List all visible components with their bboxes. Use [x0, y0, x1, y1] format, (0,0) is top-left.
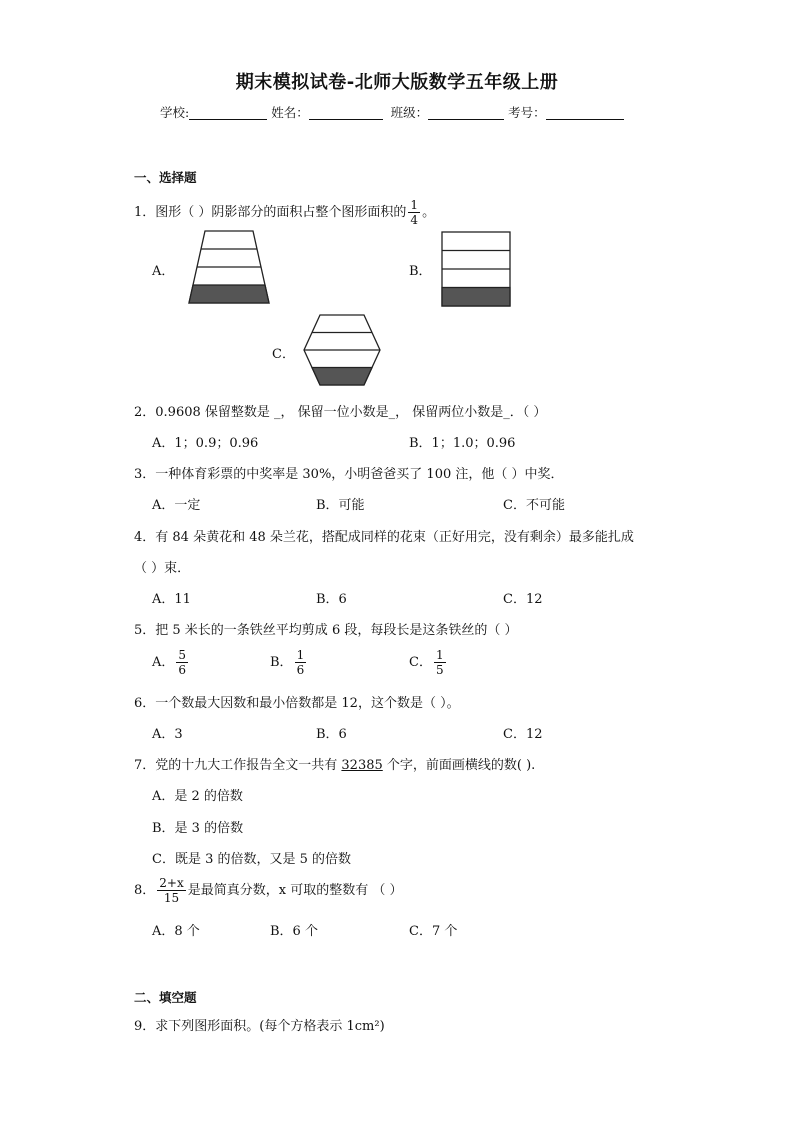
fraction [176, 648, 188, 677]
fraction-denominator: 5 [435, 663, 444, 677]
option-a[interactable]: A．3 [152, 727, 183, 742]
question-text: 7．党的十九大工作报告全文一共有 [134, 758, 342, 773]
option-label: B． [270, 655, 293, 670]
rectangle-figure [440, 230, 512, 308]
school-label: 学校: [160, 105, 190, 120]
underlined-number: 32385 [341, 758, 383, 773]
question-8 [134, 876, 402, 905]
fraction-numerator: 2+x [159, 876, 184, 890]
trapezoid-figure [186, 228, 272, 306]
shaded-strip [189, 285, 269, 303]
fraction [434, 648, 446, 677]
option-c[interactable]: C．7 个 [409, 924, 458, 939]
option-b[interactable]: B．6 个 [270, 924, 318, 939]
fraction-denominator: 6 [296, 663, 305, 677]
option-c[interactable]: C．既是 3 的倍数，又是 5 的倍数 [152, 852, 352, 867]
question-2: 2．0.9608 保留整数是 _， 保留一位小数是_， 保留两位小数是_．（ ） [134, 405, 547, 420]
option-a[interactable]: A．一定 [152, 498, 201, 513]
option-b[interactable]: B．1；1.0；0.96 [409, 436, 516, 451]
question-1 [134, 198, 435, 227]
question-9: 9．求下列图形面积。(每个方格表示 1cm²) [134, 1019, 385, 1034]
option-a-label[interactable]: A． [152, 264, 175, 279]
question-3: 3．一种体育彩票的中奖率是 30%，小明爸爸买了 100 注，他（ ）中奖． [134, 467, 564, 482]
option-c[interactable] [409, 648, 448, 677]
option-c[interactable]: C．12 [503, 727, 543, 742]
question-text-end: 个字，前面画横线的数( ). [382, 758, 536, 773]
shaded-strip [312, 368, 372, 386]
fraction-numerator: 1 [410, 198, 419, 212]
fraction-denominator: 15 [163, 891, 180, 905]
fraction [295, 648, 307, 677]
fraction [408, 198, 420, 227]
question-4: 4．有 84 朵黄花和 48 朵兰花，搭配成同样的花束（正好用完，没有剩余）最多能扎成 [134, 530, 634, 545]
option-a[interactable] [152, 648, 190, 677]
fraction-numerator: 5 [178, 648, 187, 662]
fraction-denominator: 4 [410, 213, 419, 227]
fraction-denominator: 6 [178, 663, 187, 677]
option-a[interactable]: A．是 2 的倍数 [152, 789, 243, 804]
option-a[interactable]: A．11 [152, 592, 191, 607]
option-b-label[interactable]: B． [409, 264, 432, 279]
option-a[interactable]: A．1；0.9；0.96 [152, 436, 259, 451]
question-6: 6．一个数最大因数和最小倍数都是 12，这个数是（ ）。 [134, 696, 460, 711]
question-text-end: 。 [422, 205, 436, 220]
shaded-strip [442, 288, 510, 307]
fraction-numerator: 1 [296, 648, 305, 662]
question-5: 5．把 5 米长的一条铁丝平均剪成 6 段，每段长是这条铁丝的（ ） [134, 623, 518, 638]
option-a[interactable]: A．8 个 [152, 924, 200, 939]
question-4-continued: （ ）束． [134, 561, 191, 576]
school-blank[interactable] [189, 105, 267, 120]
question-text: 图形（ ）阴影部分的面积占整个图形面积的 [155, 205, 407, 220]
option-c-label[interactable]: C． [272, 347, 295, 362]
option-b[interactable] [270, 648, 308, 677]
section-title-choice: 一、选择题 [134, 170, 197, 185]
fraction [157, 876, 185, 905]
question-number: 8． [134, 883, 156, 898]
number-blank[interactable] [546, 105, 624, 120]
class-blank[interactable] [428, 105, 504, 120]
class-label: 班级： [390, 105, 429, 120]
name-label: 姓名： [271, 105, 309, 120]
section-title-fill-in: 二、填空题 [134, 990, 197, 1005]
question-number: 1． [134, 205, 156, 220]
option-b[interactable]: B．6 [316, 592, 347, 607]
option-label: A． [152, 655, 175, 670]
option-b[interactable]: B．是 3 的倍数 [152, 821, 244, 836]
question-text: 是最简真分数，x 可取的整数有 （ ） [187, 883, 403, 898]
option-b[interactable]: B．6 [316, 727, 347, 742]
question-7 [134, 754, 535, 773]
name-blank[interactable] [309, 105, 383, 120]
page-title: 期末模拟试卷-北师大版数学五年级上册 [235, 72, 559, 93]
hexagon-figure [302, 313, 382, 387]
option-label: C． [409, 655, 432, 670]
fraction-numerator: 1 [435, 648, 444, 662]
number-label: 考号： [508, 105, 546, 120]
option-c[interactable]: C．不可能 [503, 498, 565, 513]
option-c[interactable]: C．12 [503, 592, 543, 607]
student-info-line [160, 103, 624, 121]
option-b[interactable]: B．可能 [316, 498, 365, 513]
